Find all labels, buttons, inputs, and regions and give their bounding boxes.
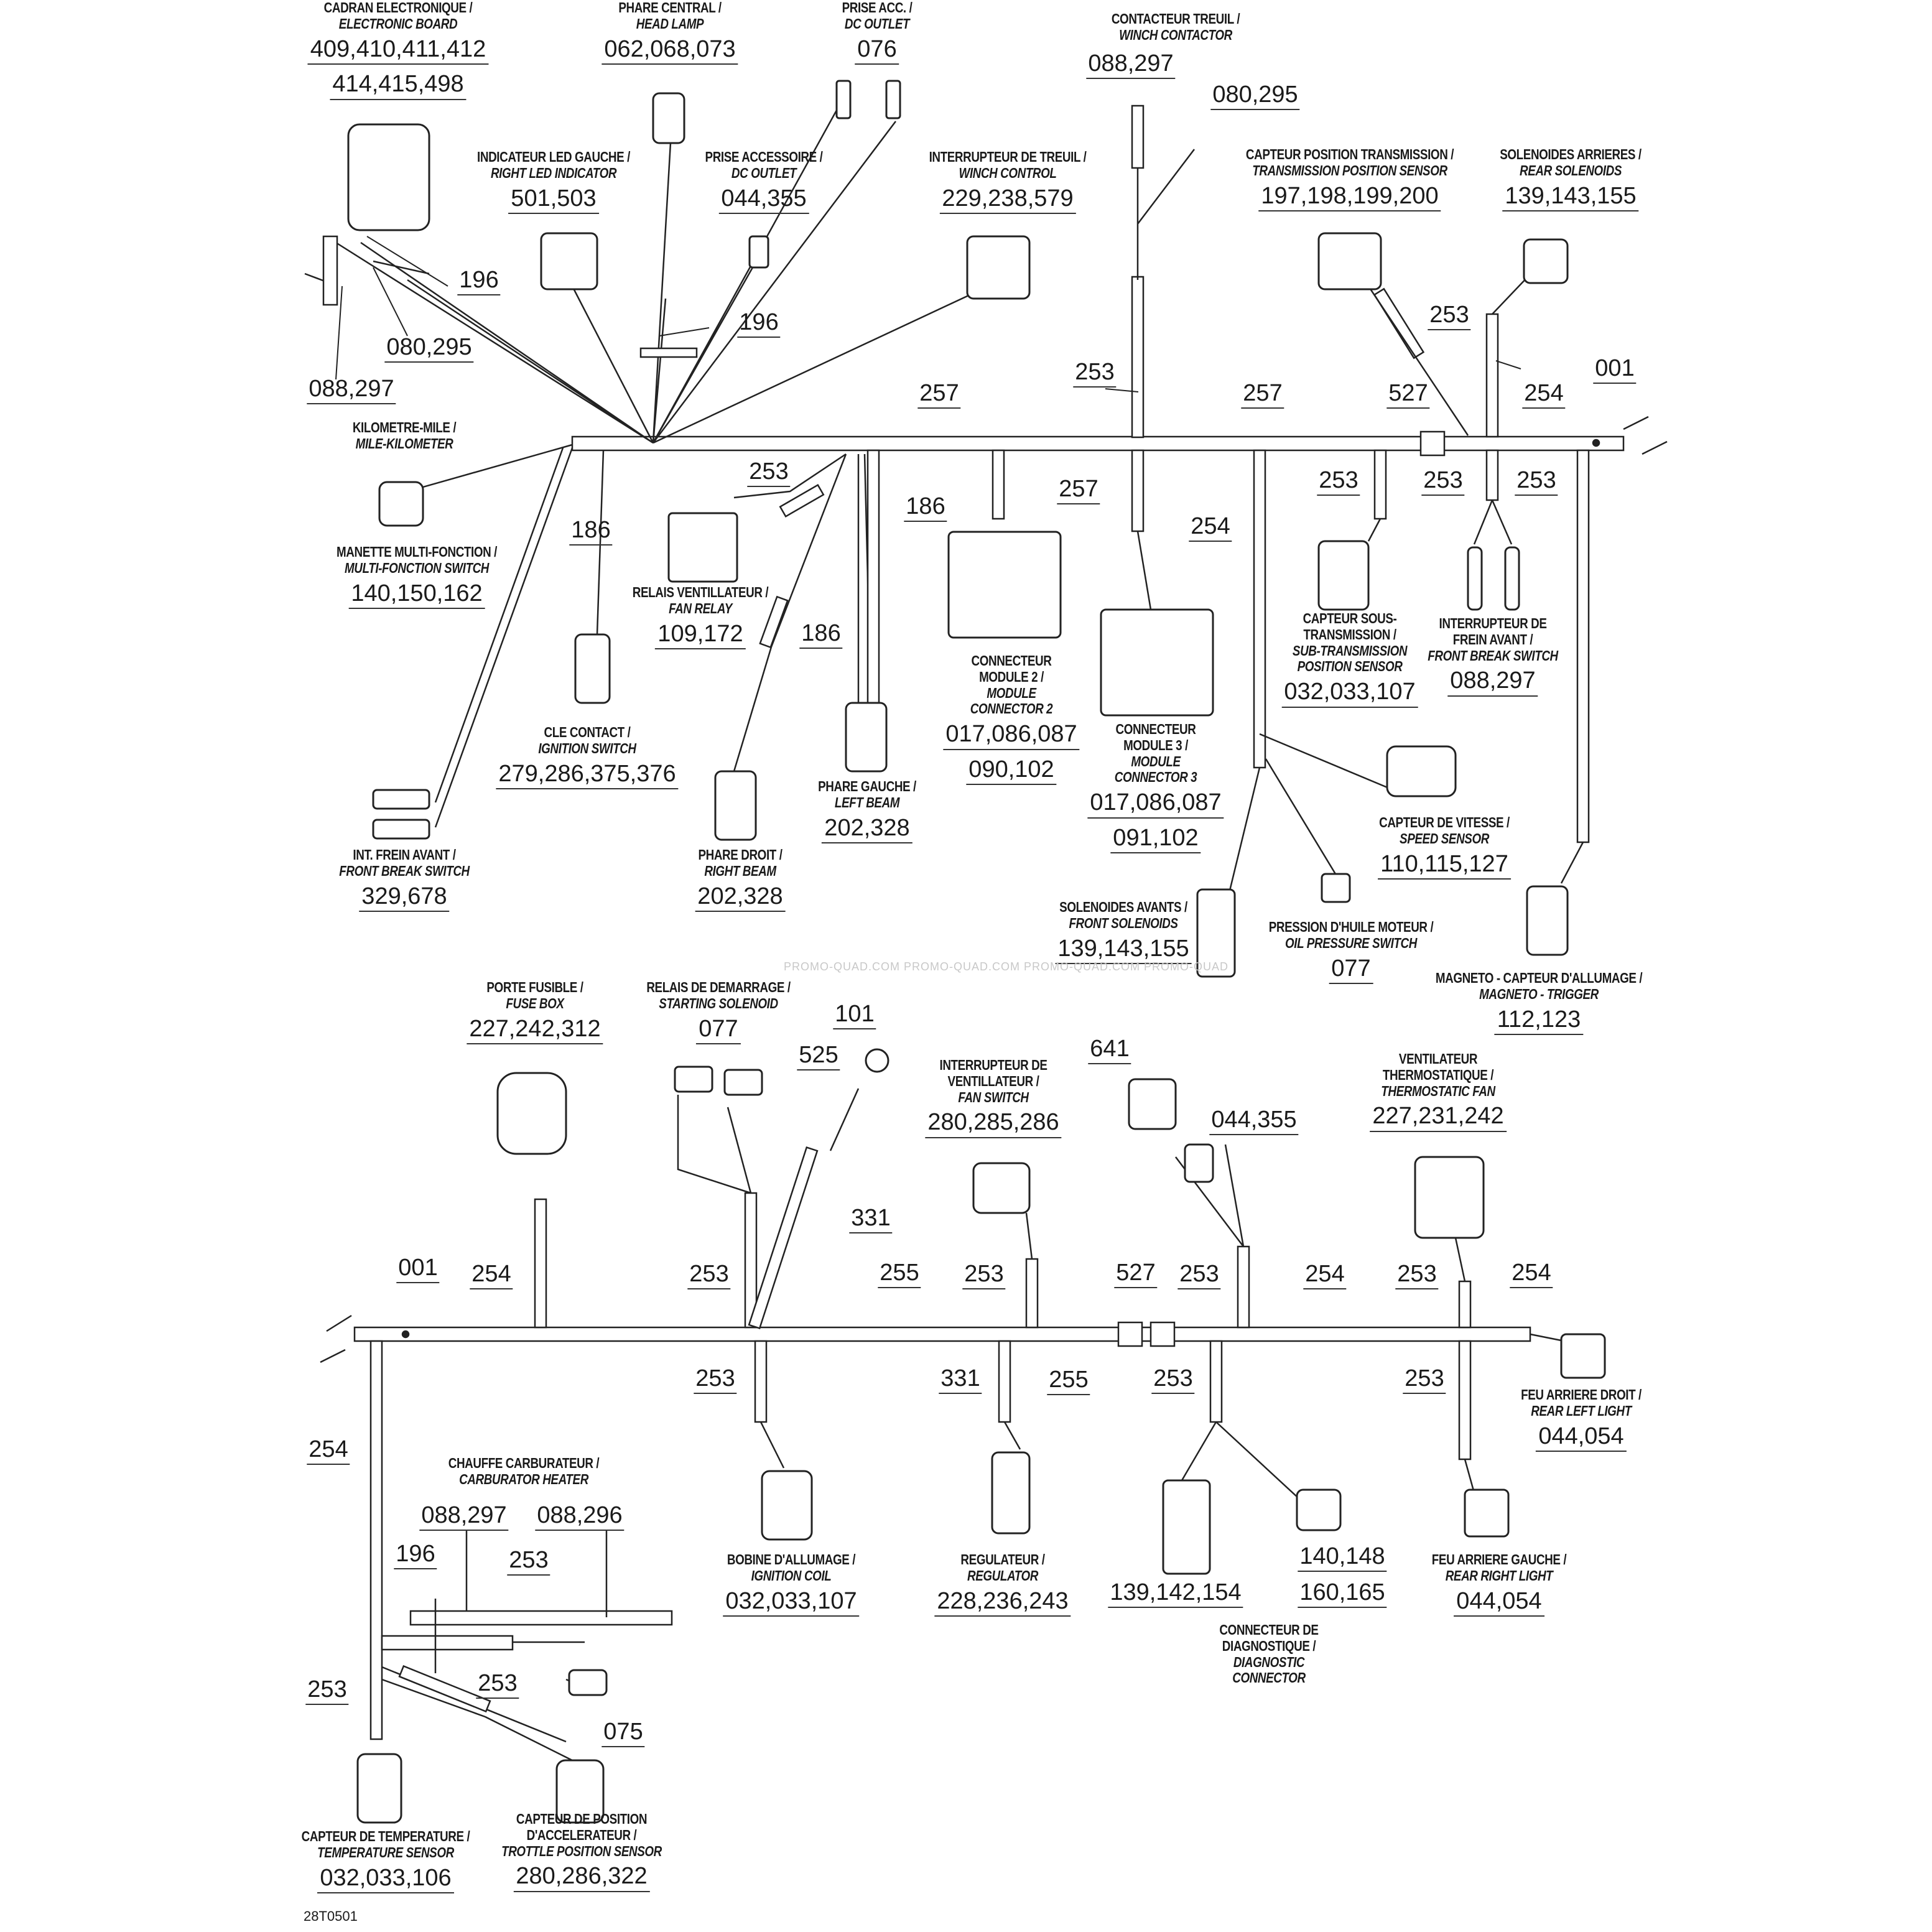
ref-253-b: 253 [1428, 302, 1470, 330]
magneto-label: MAGNETO - CAPTEUR D'ALLUMAGE / MAGNETO - TRIGGER 112,123 [1413, 970, 1665, 1035]
ref-139-142-154: 139,142,154 [1108, 1580, 1243, 1608]
ref-525: 525 [797, 1043, 840, 1070]
diagnostic-label: CONNECTEUR DE DIAGNOSTIQUE / DIAGNOSTIC CONNECTOR [1219, 1622, 1319, 1686]
ref-254-a: 254 [1522, 381, 1565, 409]
ref-044-355: 044,355 [1209, 1107, 1298, 1135]
ref-088-296-d: 088,296 [535, 1503, 624, 1531]
rear-solenoids-label: SOLENOIDES ARRIERES / REAR SOLENOIDS 139,143,155 [1484, 147, 1656, 211]
upper-main-trunk [572, 437, 1623, 450]
ref-253-k: 253 [694, 1366, 736, 1394]
front-brake-switch-right-b-icon [1505, 547, 1519, 610]
ref-001-b: 001 [396, 1255, 439, 1283]
mile-km-label: KILOMETRE-MILE / MILE-KILOMETER [352, 419, 457, 452]
ref-253-l: 253 [1151, 1366, 1194, 1394]
thermo-fan-label: VENTILATEUR THERMOSTATIQUE / THERMOSTATIC FAN 227,231,242 [1368, 1051, 1508, 1132]
left-beam-connector-icon [846, 703, 886, 771]
ignition-switch-connector-icon [575, 634, 610, 703]
ref-080-295-a: 080,295 [384, 335, 473, 363]
sub-transmission-label: CAPTEUR SOUS- TRANSMISSION / SUB-TRANSMISSION POSITION SENSOR 032,033,107 [1280, 611, 1420, 708]
electronic-board-parts-2: 414,415,498 [330, 71, 466, 100]
fuse-box-icon [498, 1073, 566, 1154]
ref-253-e: 253 [1421, 468, 1464, 496]
ref-088-297-c: 088,297 [419, 1503, 508, 1531]
magneto-connector-icon [1527, 886, 1567, 955]
ignition-coil-connector-icon [762, 1471, 812, 1540]
ref-253-c: 253 [747, 459, 790, 487]
starting-solenoid-label: RELAIS DE DEMARRAGE / STARTING SOLENOID 077 [631, 980, 806, 1044]
transmission-sensor-connector-icon [1319, 233, 1381, 289]
temp-sensor-label: CAPTEUR DE TEMPERATURE / TEMPERATURE SENSOR 032,033,106 [283, 1829, 488, 1893]
ref-254-f: 254 [307, 1437, 350, 1465]
ref-253-p: 253 [476, 1671, 519, 1699]
rear-solenoids-connector-icon [1524, 239, 1567, 283]
ref-186-a: 186 [569, 518, 612, 546]
left-led-label: INDICATEUR LED GAUCHE / RIGHT LED INDICATOR 501,503 [460, 149, 647, 214]
carb-heater-plug-icon [569, 1670, 606, 1695]
fan-switch-connector-icon [973, 1163, 1029, 1213]
ref-101: 101 [833, 1001, 876, 1029]
speed-sensor-label: CAPTEUR DE VITESSE / SPEED SENSOR 110,115,127 [1365, 815, 1524, 880]
ref-080-295-winch: 080,295 [1210, 82, 1299, 110]
temp-sensor-connector-icon [358, 1754, 401, 1823]
fuse-box-label: PORTE FUSIBLE / FUSE BOX 227,242,312 [467, 980, 603, 1044]
ref-257-b: 257 [1241, 381, 1284, 409]
front-brake-right-label: INTERRUPTEUR DE FREIN AVANT / FRONT BREAK SWITCH 088,297 [1413, 616, 1572, 697]
ref-641: 641 [1088, 1036, 1131, 1064]
drawing-code: 28T0501 [304, 1908, 358, 1924]
front-brake-left-label: INT. FREIN AVANT / FRONT BREAK SWITCH 329,678 [325, 847, 483, 912]
electronic-board-connector-icon [348, 124, 429, 230]
ref-331-b: 331 [939, 1366, 982, 1394]
front-brake-switch-right-a-icon [1468, 547, 1482, 610]
module3-label: CONNECTEUR MODULE 3 / MODULE CONNECTOR 3 017,086,087 091,102 [1087, 722, 1224, 853]
mile-km-connector-icon [379, 482, 423, 526]
rear-left-feu-connector-icon [1465, 1490, 1508, 1536]
ref-257-a: 257 [917, 381, 960, 409]
watermark: PROMO-QUAD.COM PROMO-QUAD.COM PROMO-QUAD.COM PROMO-QUAD [784, 960, 1228, 973]
regulator-connector-icon [992, 1452, 1029, 1533]
diagnostic-b-connector-icon [1297, 1490, 1340, 1530]
rear-right-feu-label: FEU ARRIERE DROIT / REAR LEFT LIGHT 044,054 [1508, 1387, 1655, 1452]
ref-088-297-a: 088,297 [307, 376, 396, 404]
starting-solenoid-terminal-a-icon [675, 1067, 712, 1092]
ref-196-c: 196 [394, 1541, 437, 1569]
thermo-fan-connector-icon [1415, 1157, 1484, 1238]
ref-253-a: 253 [1073, 360, 1116, 388]
lower-junction-527-a [1118, 1322, 1142, 1346]
ref-253-o: 253 [305, 1677, 348, 1705]
ref-088-297-winch: 088,297 [1086, 51, 1175, 79]
ref-253-i: 253 [1177, 1261, 1220, 1289]
right-beam-label: PHARE DROIT / RIGHT BEAM 202,328 [689, 847, 792, 912]
ref-196-a: 196 [457, 267, 500, 295]
ring-terminal-101-icon [866, 1049, 888, 1072]
electronic-board-label: CADRAN ELECTRONIQUE / ELECTRONIC BOARD 409,410,411,412 414,415,498 [307, 0, 488, 100]
electronic-board-parts: 409,410,411,412 [308, 36, 488, 65]
lower-main-trunk [355, 1327, 1530, 1341]
winch-control-connector-icon [967, 236, 1029, 299]
ref-257-c: 257 [1057, 476, 1100, 504]
carb-heater-label: CHAUFFE CARBURATEUR / CARBURATOR HEATER [448, 1455, 600, 1487]
rear-left-feu-label: FEU ARRIERE GAUCHE / REAR RIGHT LIGHT 044,054 [1417, 1552, 1581, 1617]
ref-253-m: 253 [1403, 1366, 1446, 1394]
sub-transmission-connector-icon [1319, 541, 1368, 610]
ref-255-b: 255 [1047, 1367, 1090, 1395]
ref-253-f: 253 [1515, 468, 1558, 496]
regulator-label: REGULATEUR / REGULATOR 228,236,243 [934, 1552, 1070, 1617]
ignition-switch-label: CLE CONTACT / IGNITION SWITCH 279,286,375,376 [496, 725, 678, 789]
speed-sensor-connector-icon [1387, 746, 1456, 796]
front-solenoids-label: SOLENOIDES AVANTS / FRONT SOLENOIDS 139,143,155 [1046, 899, 1202, 964]
front-brake-left-b-icon [373, 820, 429, 838]
diagnostic-a-connector-icon [1163, 1480, 1210, 1574]
ref-254-c: 254 [470, 1261, 513, 1289]
front-brake-left-a-icon [373, 790, 429, 809]
ref-160-165: 160,165 [1298, 1580, 1386, 1608]
ref-253-n: 253 [507, 1548, 550, 1576]
lower-junction-527-b [1151, 1322, 1174, 1346]
oil-pressure-connector-icon [1322, 874, 1350, 902]
connector-044-355-icon [1185, 1145, 1213, 1182]
ref-186-b: 186 [904, 494, 947, 522]
ref-253-d: 253 [1317, 468, 1360, 496]
ref-253-g: 253 [687, 1261, 730, 1289]
ref-527-a: 527 [1386, 381, 1429, 409]
ref-331-a: 331 [849, 1205, 892, 1233]
left-led-connector-icon [541, 233, 597, 289]
ref-255-a: 255 [878, 1260, 921, 1288]
module2-label: CONNECTEUR MODULE 2 / MODULE CONNECTOR 2 017,086,087 090,102 [943, 653, 1079, 785]
ref-075: 075 [601, 1719, 644, 1747]
ref-001-a: 001 [1593, 356, 1636, 384]
multi-switch-label: MANETTE MULTI-FONCTION / MULTI-FONCTION SWITCH 140,150,162 [319, 544, 515, 609]
module3-connector-icon [1101, 610, 1213, 715]
ref-253-j: 253 [1395, 1261, 1438, 1289]
ignition-coil-label: BOBINE D'ALLUMAGE / IGNITION COIL 032,033,107 [713, 1552, 870, 1617]
fan-relay-icon [669, 513, 737, 582]
accessory-outlet-connector-icon [750, 236, 768, 267]
module2-connector-icon [949, 532, 1061, 638]
right-beam-connector-icon [715, 771, 756, 840]
head-lamp-label: PHARE CENTRAL / HEAD LAMP 062,068,073 [601, 0, 738, 65]
transmission-sensor-label: CAPTEUR POSITION TRANSMISSION / TRANSMISSION POSITION SENSOR 197,198,199,200 [1223, 147, 1476, 211]
fan-relay-label: RELAIS VENTILLATEUR / FAN RELAY 109,172 [618, 585, 783, 649]
dc-outlet-terminal-b-icon [886, 81, 900, 118]
accessory-outlet-label: PRISE ACCESSOIRE / DC OUTLET 044,355 [692, 149, 835, 214]
ref-253-h: 253 [962, 1261, 1005, 1289]
winch-contactor-label: CONTACTEUR TREUIL / WINCH CONTACTOR [1111, 11, 1240, 43]
ref-140-148: 140,148 [1298, 1544, 1386, 1572]
upper-junction-527 [1421, 432, 1444, 455]
ref-196-b: 196 [737, 310, 780, 338]
head-lamp-connector-icon [653, 93, 684, 143]
starting-solenoid-terminal-b-icon [725, 1070, 762, 1095]
dc-outlet-top-label: PRISE ACC. / DC OUTLET 076 [834, 0, 920, 65]
connector-641-icon [1129, 1079, 1176, 1129]
left-beam-label: PHARE GAUCHE / LEFT BEAM 202,328 [807, 779, 927, 843]
oil-pressure-label: PRESSION D'HUILE MOTEUR / OIL PRESSURE SWITCH 077 [1251, 919, 1452, 984]
winch-control-label: INTERRUPTEUR DE TREUIL / WINCH CONTROL 229,238,579 [912, 149, 1103, 214]
rear-right-feu-connector-icon [1561, 1334, 1605, 1378]
ref-254-e: 254 [1510, 1260, 1553, 1288]
ref-527-b: 527 [1114, 1260, 1157, 1288]
ref-254-b: 254 [1189, 514, 1232, 542]
ref-186-c: 186 [799, 621, 842, 649]
dc-outlet-terminal-a-icon [837, 81, 850, 118]
throttle-sensor-label: CAPTEUR DE POSITION D'ACCELERATEUR / TROTTLE POSITION SENSOR 280,286,322 [484, 1811, 679, 1892]
ref-254-d: 254 [1303, 1261, 1346, 1289]
fan-switch-label: INTERRUPTEUR DE VENTILLATEUR / FAN SWITCH 280,285,286 [925, 1057, 1061, 1138]
